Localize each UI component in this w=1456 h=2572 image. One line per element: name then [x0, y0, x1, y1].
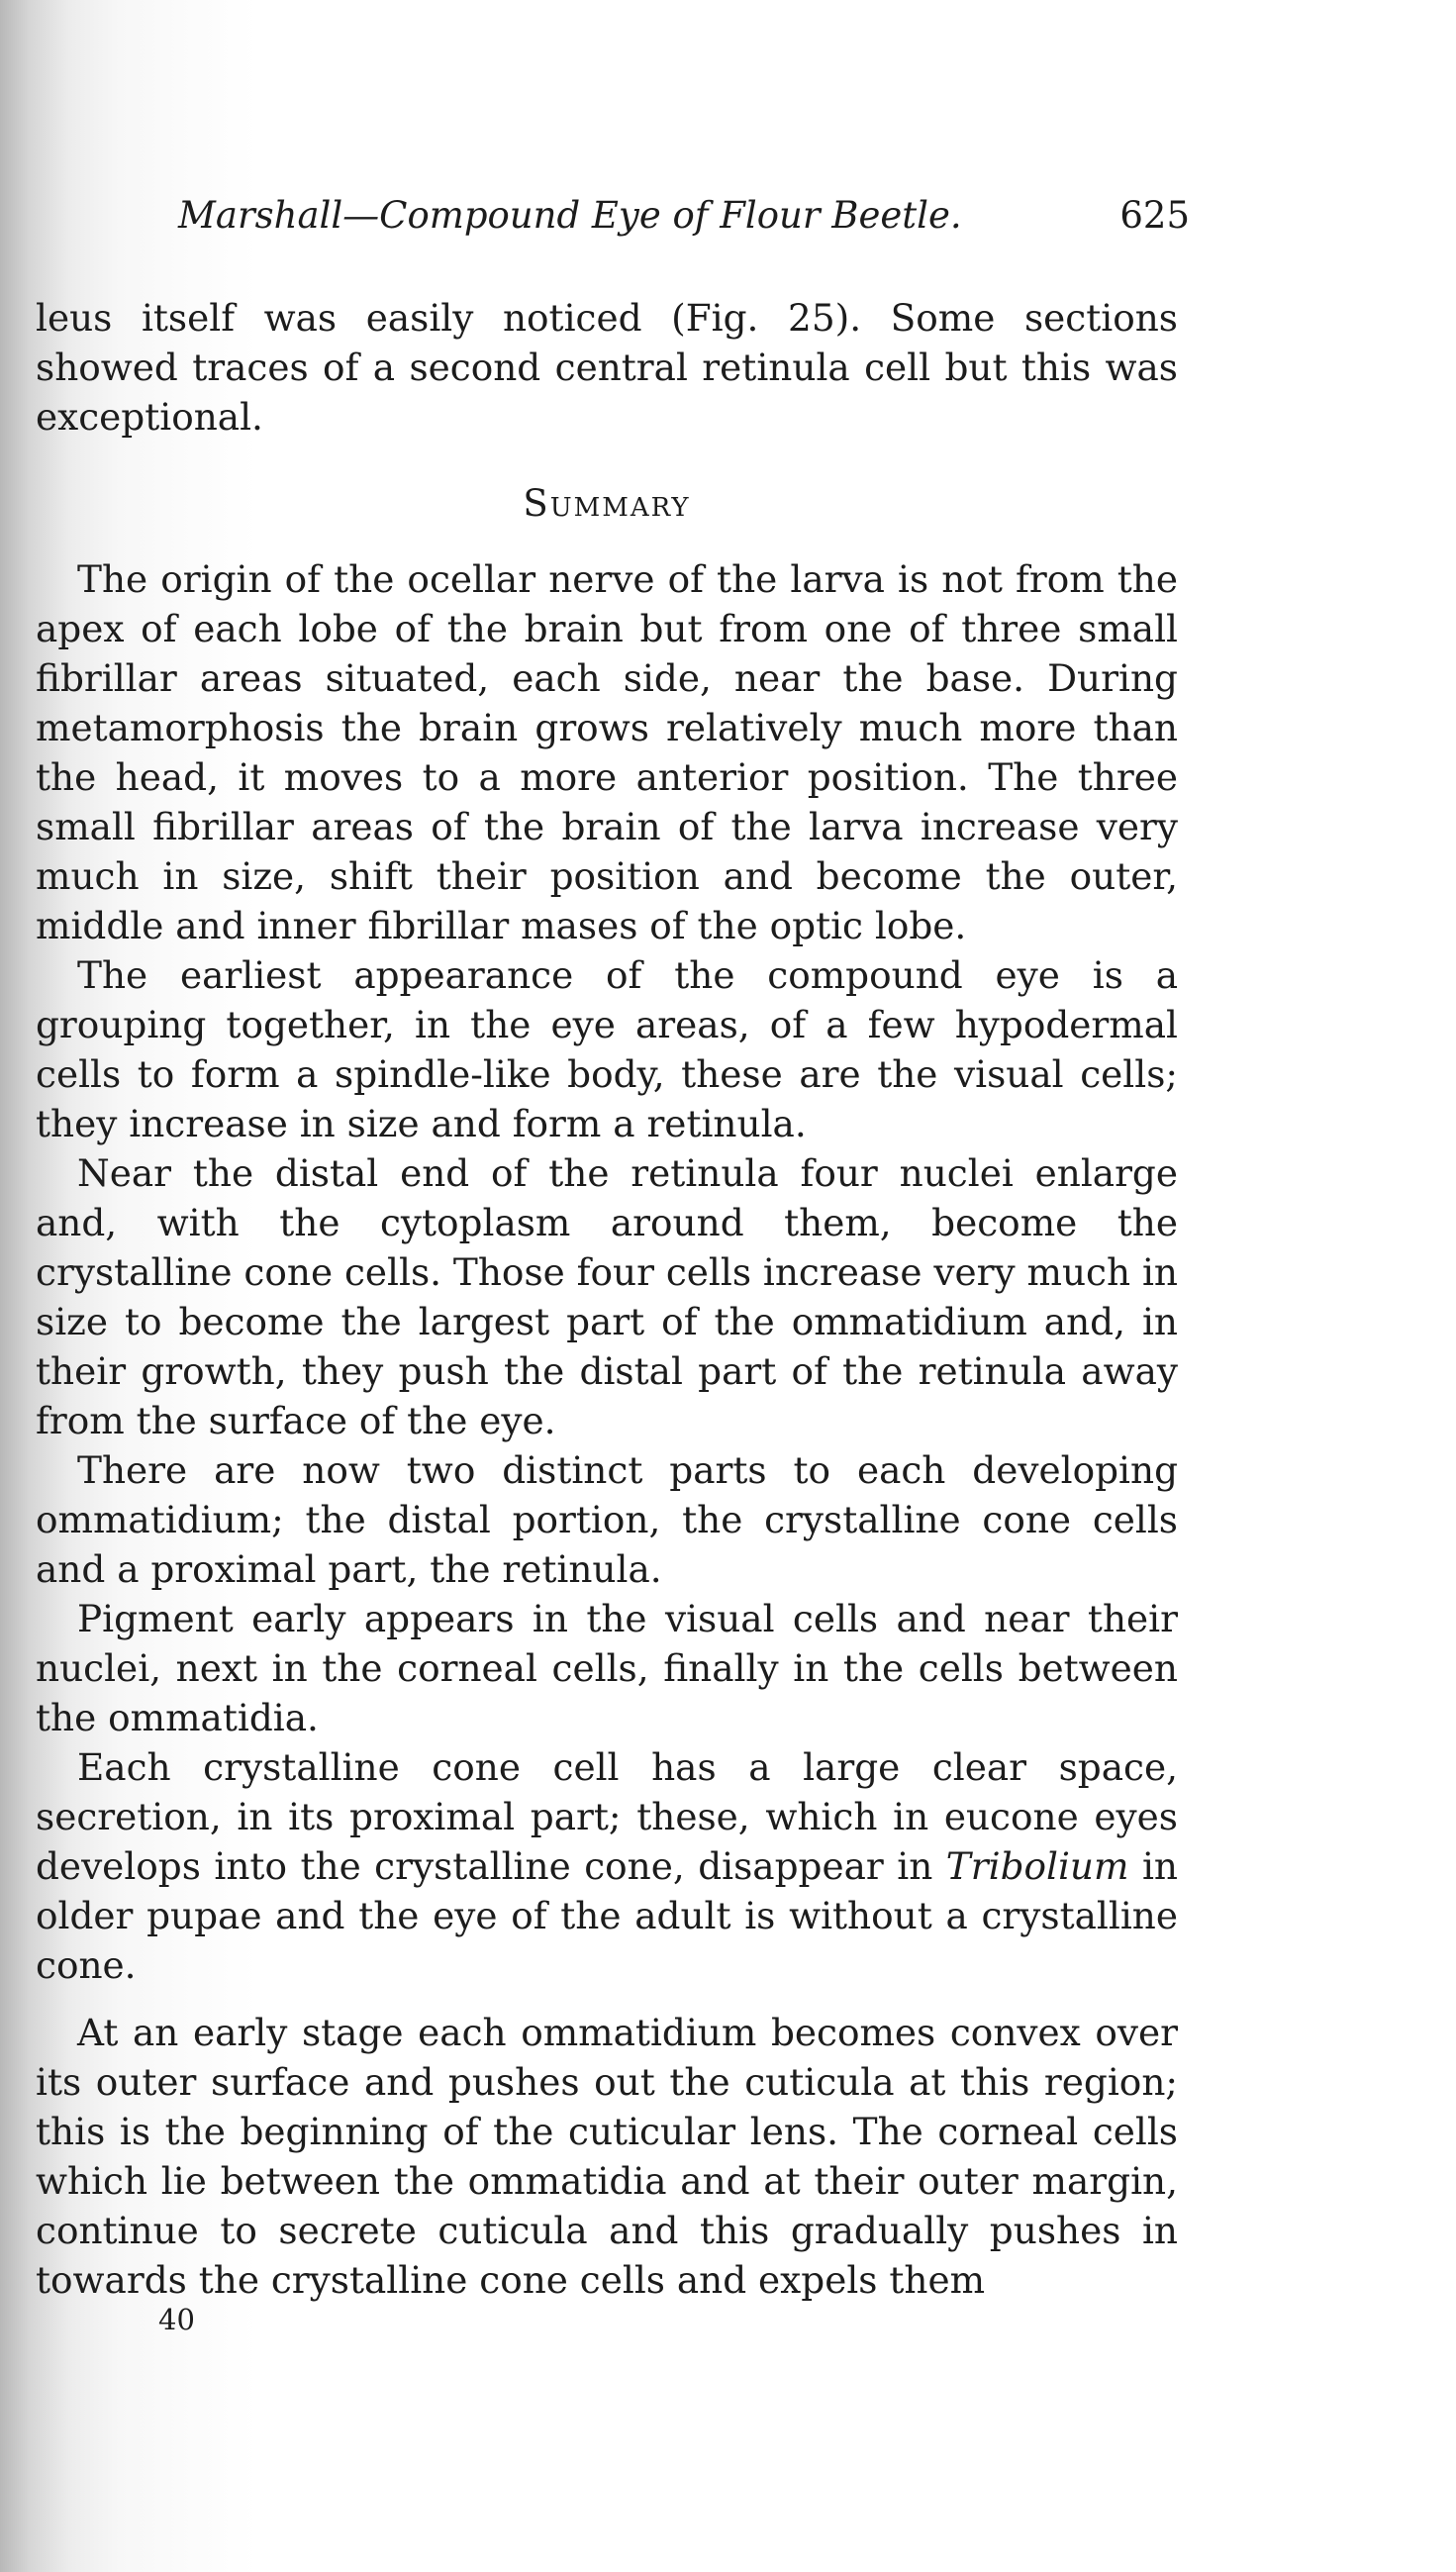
summary-paragraph-5: Pigment early appears in the visual cells and near their nuclei, next in the corneal cells, finally in the cells between the ommatidia.: [36, 1597, 1178, 1739]
summary-paragraph-4: There are now two distinct parts to each developing ommatidium; the distal portion, the crystalline cone cells and a proximal part, the retinula.: [36, 1448, 1178, 1591]
paragraph-6-text-before: Each crystalline cone cell has a large clear space, secretion, in its proximal part; these, which in eucone eyes develops into the crystalline cone, disappear in: [36, 1745, 1178, 1888]
summary-paragraph-3: Near the distal end of the retinula four nuclei enlarge and, with the cytoplasm around them, become the crystalline cone cells. Those four cells increase very much in size to become the largest part of the ommatidium and, in their growth, they push the distal part of the retinula away from the surface of the eye.: [36, 1151, 1178, 1442]
body-text: [36, 293, 1178, 2305]
intro-paragraph: leus itself was easily noticed (Fig. 25). Some sections showed traces of a second central retinula cell but this was exceptional.: [36, 296, 1178, 439]
summary-paragraph-1: The origin of the ocellar nerve of the larva is not from the apex of each lobe of the brain but from one of three small fibrillar areas situated, each side, near the base. During metamorphosis the brain grows relatively much more than the head, it moves to a more anterior position. The three small fibrillar areas of the brain of the larva increase very much in size, shift their position and become the outer, middle and inner fibrillar mases of the optic lobe.: [36, 557, 1178, 947]
summary-paragraph-7: At an early stage each ommatidium becomes convex over its outer surface and pushes out the cuticula at this region; this is the beginning of the cuticular lens. The corneal cells which lie between the ommatidia and at their outer margin, continue to secrete cuticula and this gradually pushes in towards the crystalline cone cells and expels them: [36, 2011, 1178, 2302]
section-heading: Summary: [523, 482, 691, 525]
signature-mark: 40: [158, 2303, 195, 2336]
paragraph-6-text-after: in older pupae and the eye of the adult is without a crystalline cone.: [36, 1844, 1179, 1987]
summary-paragraph-6: [36, 1742, 1178, 1990]
page-number: 625: [1119, 194, 1190, 237]
summary-paragraph-2: The earliest appearance of the compound eye is a grouping together, in the eye areas, of a few hypodermal cells to form a spindle-like body, these are the visual cells; they increase in size and form a retinula.: [36, 953, 1178, 1145]
genus-name-italic: Tribolium: [945, 1844, 1129, 1888]
running-title: Marshall—Compound Eye of Flour Beetle.: [178, 194, 962, 237]
running-header: [178, 194, 1190, 244]
